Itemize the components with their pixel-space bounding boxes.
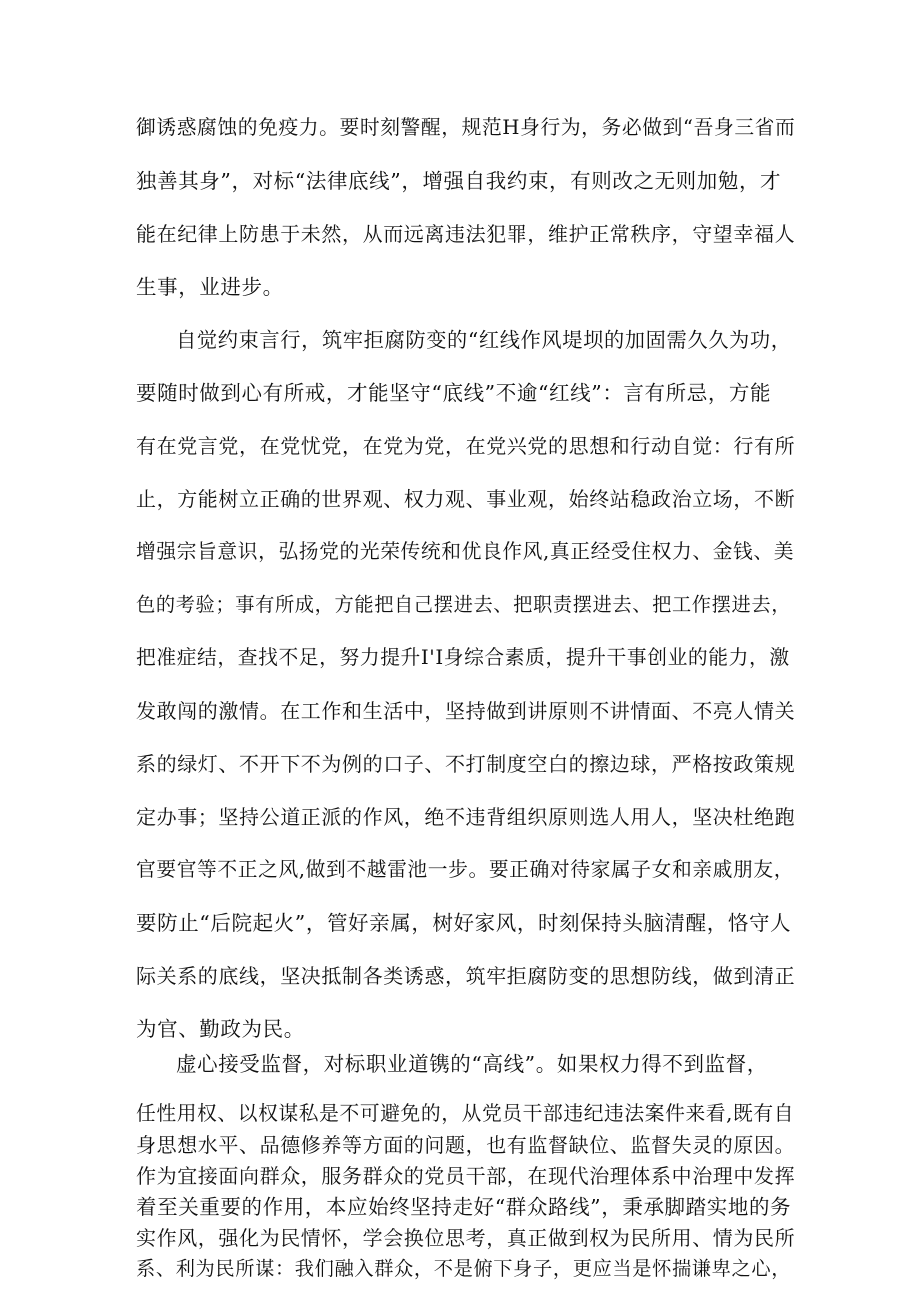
text-line: 任性用权、以权谋私是不可避免的，从党员干部违纪违法案件来看,既有自 (136, 1102, 795, 1125)
text-line: 止，方能树立正确的世界观、权力观、事业观，始终站稳政治立场，不断 (136, 487, 796, 511)
text-line: 定办事；坚持公道正派的作风，绝不违背组织原则选人用人，坚决杜绝跑 (136, 805, 796, 829)
text-line: 系、利为民所谋：我们融入群众，不是俯下身子，更应当是怀揣谦卑之心， (136, 1257, 792, 1280)
text-line: 自觉约束言行，筑牢拒腐防变的“红线作风堤坝的加固需久久为功， (176, 328, 792, 352)
text-line: 能在纪律上防患于未然，从而远离违法犯罪，维护正常秩序，守望幸福人 (136, 222, 796, 246)
text-line: 作为宜接面向群众，服务群众的党员干部，在现代治理体系中治理中发挥 (136, 1164, 796, 1188)
text-line: 色的考验；事有所成，方能把自己摆进去、把职责摆进去、把工作摆进去， (136, 593, 792, 616)
text-line: 要随时做到心有所戒，才能坚守“底线”不逾“红线”：言有所忌，方能 (136, 381, 772, 405)
text-line: 实作风，强化为民情怀，学会换位思考，真正做到权为民所用、情为民所 (136, 1226, 796, 1250)
text-line: 身思想水平、品德修养等方面的问题，也有监督缺位、监督失灵的原因。 (136, 1133, 796, 1157)
text-line: 把准症结，查找不足，努力提升I'I身综合素质，提升干事创业的能力，激 (136, 646, 790, 669)
text-line: 虚心接受监督，对标职业道镌的“高线”。如果权力得不到监督， (176, 1052, 768, 1076)
text-line: 有在党言党，在党忧党，在党为党，在党兴党的思想和行动自觉：行有所 (136, 434, 796, 458)
text-line: 增强宗旨意识，弘扬党的光荣传统和优良作风,真正经受住权力、金钱、美 (136, 540, 795, 563)
text-line: 官要官等不正之风,做到不越雷池一步。要正确对待家属子女和亲戚朋友， (136, 858, 795, 881)
text-line: 要防止“后院起火”，管好亲属，树好家风，时刻保持头脑清醒，恪守人 (136, 911, 792, 935)
text-line: 独善其身”，对标“法律底线”，增强自我约束，有则改之无则加勉，才 (136, 169, 782, 193)
text-line: 着至关重要的作用，本应始终坚持走好“群众路线”，秉承脚踏实地的务 (136, 1195, 792, 1219)
text-line: 生事，业进步。 (136, 275, 284, 299)
text-line: 发敢闯的激情。在工作和生活中，坚持做到讲原则不讲情面、不亮人情关 (136, 699, 796, 723)
text-line: 际关系的底线，坚决抵制各类诱惑，筑牢拒腐防变的思想防线，做到清正 (136, 964, 796, 988)
text-line: 系的绿灯、不开下不为例的口子、不打制度空白的擦边球，严格按政策规 (136, 752, 796, 776)
text-line: 为官、勤政为民。 (136, 1017, 305, 1041)
text-line: 御诱惑腐蚀的免疫力。要时刻警醒，规范H身行为，务必做到“吾身三省而 (136, 116, 796, 139)
